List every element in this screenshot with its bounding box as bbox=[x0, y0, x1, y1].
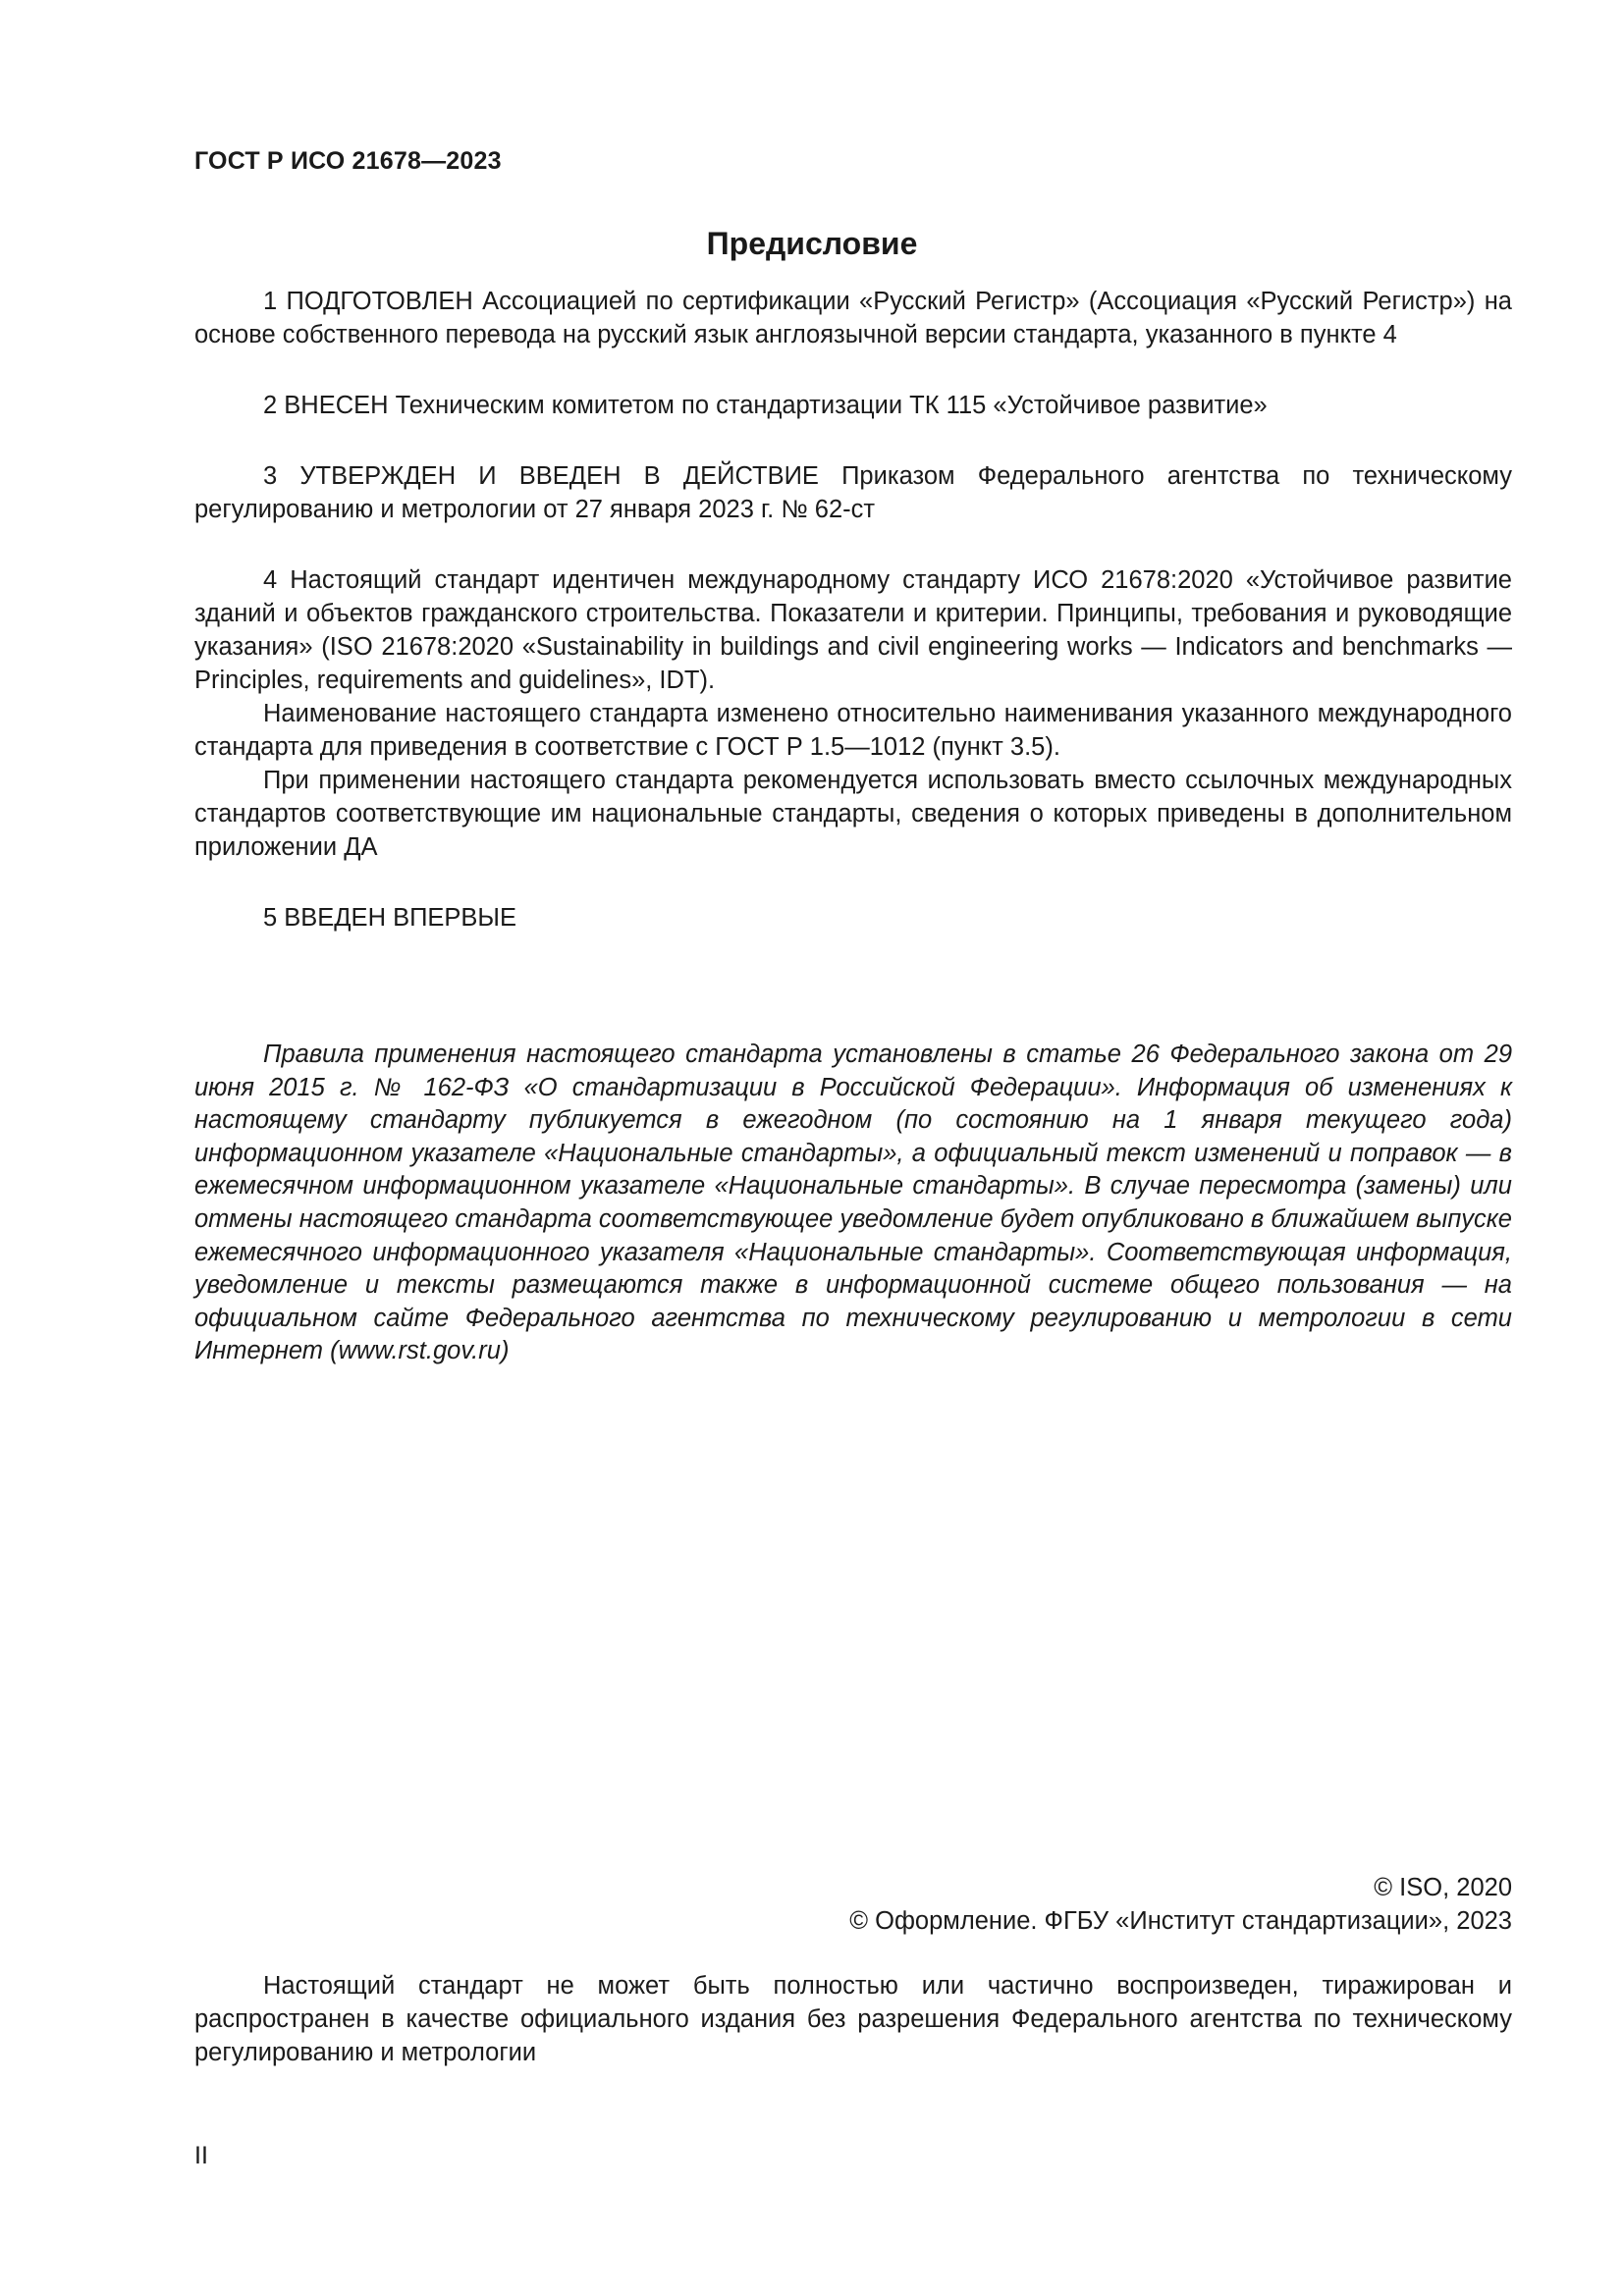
foreword-content bbox=[194, 285, 1512, 934]
reproduction-notice: Настоящий стандарт не может быть полностью или частично воспроизведен, тиражирован и распространен в качестве официального издания без разрешения Федерального агентства по техническому регулированию и метрологии bbox=[194, 1972, 1512, 2066]
document-code: ГОСТ Р ИСО 21678—2023 bbox=[194, 147, 502, 175]
copyright-iso: © ISO, 2020 bbox=[1374, 1874, 1512, 1901]
application-rules-text: Правила применения настоящего стандарта установлены в статье 26 Федерального закона от 29 июня 2015 г. № 162-ФЗ «О стандартизации в Российской Федерации». Информация об изменениях к настоящему стандарту публикуется в ежегодном (по состоянию на 1 января текущего года) информационном указателе «Национальные стандарты», а официальный текст изменений и поправок — в ежемесячном информационном указателе «Национальные стандарты». В случае пересмотра (замены) или отмены настоящего стандарта соответствующее уведомление будет опубликовано в ближайшем выпуске ежемесячного информационного указателя «Национальные стандарты». Соответствующая информация, уведомление и тексты размещаются также в информационной системе общего пользования — на официальном сайте Федерального агентства по техническому регулированию и метрологии в сети Интернет (www.rst.gov.ru) bbox=[194, 1041, 1512, 1365]
foreword-item-2: 2 ВНЕСЕН Техническим комитетом по стандартизации ТК 115 «Устойчивое развитие» bbox=[263, 392, 1268, 419]
foreword-item-4-name-note: Наименование настоящего стандарта изменено относительно наименивания указанного международного стандарта для приведения в соответствие с ГОСТ Р 1.5—1012 (пункт 3.5). bbox=[194, 700, 1512, 761]
foreword-item-4: 4 Настоящий стандарт идентичен международному стандарту ИСО 21678:2020 «Устойчивое развитие зданий и объектов гражданского строительства. Показатели и критерии. Принципы, требования и руководящие указания» (ISO 21678:2020 «Sustainability in buildings and civil engineering works — Indicators and benchmarks — Principles, requirements and guidelines», IDT). bbox=[194, 566, 1512, 694]
page-number: II bbox=[194, 2142, 208, 2169]
foreword-item-1: 1 ПОДГОТОВЛЕН Ассоциацией по сертификации «Русский Регистр» (Ассоциация «Русский Регистр») на основе собственного перевода на русский язык англоязычной версии стандарта, указанного в пункте 4 bbox=[194, 288, 1512, 348]
copyright-design: © Оформление. ФГБУ «Институт стандартизации», 2023 bbox=[849, 1907, 1512, 1935]
foreword-item-5: 5 ВВЕДЕН ВПЕРВЫЕ bbox=[263, 904, 517, 932]
copyright-block bbox=[849, 1871, 1512, 1938]
foreword-item-3: 3 УТВЕРЖДЕН И ВВЕДЕН В ДЕЙСТВИЕ Приказом Федерального агентства по техническому регулированию и метрологии от 27 января 2023 г. № 62-ст bbox=[194, 462, 1512, 523]
page-title: Предисловие bbox=[706, 226, 918, 261]
foreword-item-4-reference-note: При применении настоящего стандарта рекомендуется использовать вместо ссылочных международных стандартов соответствующие им национальные стандарты, сведения о которых приведены в дополнительном приложении ДА bbox=[194, 767, 1512, 861]
